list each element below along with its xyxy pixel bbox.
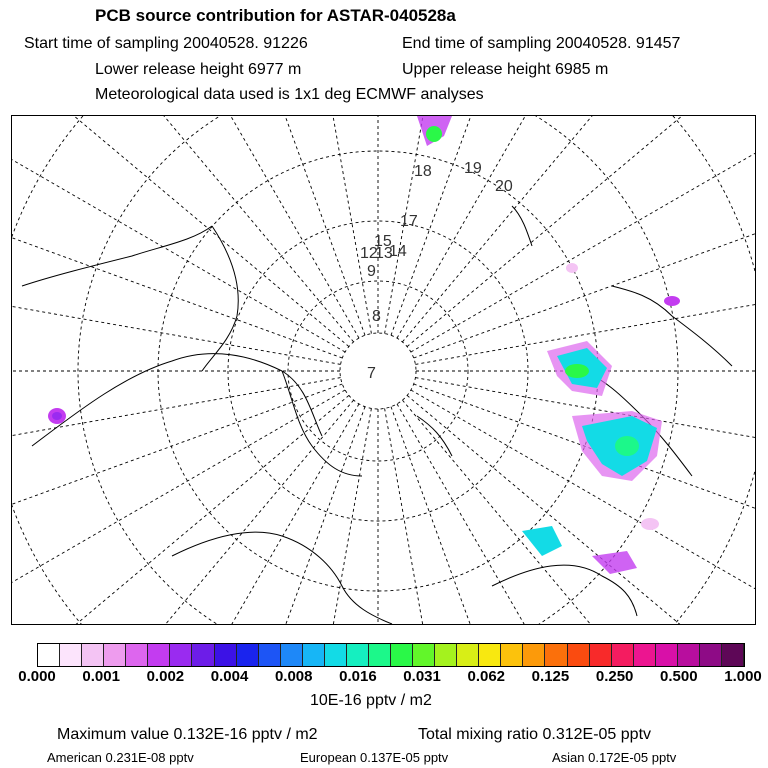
trajectory-label-19: 19 bbox=[464, 160, 482, 177]
map-panel bbox=[11, 115, 756, 625]
end-time-text: End time of sampling 20040528. 91457 bbox=[402, 35, 681, 52]
color-scale-cell bbox=[479, 644, 501, 666]
color-scale-cell bbox=[303, 644, 325, 666]
met-data-text: Meteorological data used is 1x1 deg ECMWF analyses bbox=[95, 86, 484, 103]
trajectory-label-17: 17 bbox=[400, 213, 418, 230]
color-scale-cell bbox=[104, 644, 126, 666]
color-scale-cell bbox=[82, 644, 104, 666]
color-scale-cell bbox=[215, 644, 237, 666]
color-scale-cell bbox=[126, 644, 148, 666]
polar-map bbox=[12, 116, 755, 624]
color-scale-cell bbox=[545, 644, 567, 666]
color-scale-cell bbox=[347, 644, 369, 666]
european-contribution: European 0.137E-05 pptv bbox=[300, 750, 449, 765]
color-scale-cell bbox=[259, 644, 281, 666]
scale-tick-label: 0.500 bbox=[660, 668, 698, 685]
upper-height-text: Upper release height 6985 m bbox=[402, 61, 609, 78]
units-label: 10E-16 pptv / m2 bbox=[310, 692, 432, 709]
color-scale-cell bbox=[391, 644, 413, 666]
color-scale-cell bbox=[612, 644, 634, 666]
trajectory-label-14: 14 bbox=[389, 243, 407, 260]
color-scale-cell bbox=[568, 644, 590, 666]
color-scale-cell bbox=[281, 644, 303, 666]
trajectory-label-20: 20 bbox=[495, 178, 513, 195]
graticule bbox=[12, 116, 755, 624]
scale-tick-label: 0.125 bbox=[531, 668, 570, 685]
color-scale-cell bbox=[369, 644, 391, 666]
trajectory-label-9: 9 bbox=[367, 263, 376, 280]
color-scale-cell bbox=[634, 644, 656, 666]
max-value-text: Maximum value 0.132E-16 pptv / m2 bbox=[57, 726, 318, 743]
trajectory-label-15: 15 bbox=[374, 233, 392, 250]
color-scale-cell bbox=[656, 644, 678, 666]
scale-tick-label: 0.000 bbox=[18, 668, 56, 685]
trajectory-label-13: 13 bbox=[375, 245, 393, 262]
scale-tick-label: 0.016 bbox=[339, 668, 377, 685]
color-scale-cell bbox=[170, 644, 192, 666]
scale-tick-label: 0.002 bbox=[146, 668, 185, 685]
color-scale-cell bbox=[413, 644, 435, 666]
color-scale-cell bbox=[325, 644, 347, 666]
color-scale-bar bbox=[37, 643, 745, 667]
color-scale-cell bbox=[590, 644, 612, 666]
color-scale-cell bbox=[435, 644, 457, 666]
color-scale-cell bbox=[192, 644, 214, 666]
asian-contribution: Asian 0.172E-05 pptv bbox=[552, 750, 677, 765]
color-scale-cell bbox=[38, 644, 60, 666]
scale-tick-label: 0.250 bbox=[595, 668, 634, 685]
scale-tick-label: 0.004 bbox=[210, 668, 249, 685]
color-scale-cell bbox=[700, 644, 722, 666]
color-scale-cell bbox=[457, 644, 479, 666]
total-mixing-text: Total mixing ratio 0.312E-05 pptv bbox=[418, 726, 652, 743]
american-contribution: American 0.231E-08 pptv bbox=[47, 750, 194, 765]
trajectory-label-18: 18 bbox=[414, 163, 432, 180]
trajectory-labels bbox=[360, 160, 513, 382]
trajectory-label-7: 7 bbox=[367, 365, 376, 382]
chart-title: PCB source contribution for ASTAR-040528a bbox=[95, 6, 456, 25]
scale-tick-label: 0.062 bbox=[467, 668, 506, 685]
scale-tick-label: 0.001 bbox=[82, 668, 120, 685]
scale-tick-label: 1.000 bbox=[724, 668, 762, 685]
color-scale-cell bbox=[60, 644, 82, 666]
color-scale-cell bbox=[523, 644, 545, 666]
color-scale-cell bbox=[722, 644, 744, 666]
color-scale-cell bbox=[148, 644, 170, 666]
lower-height-text: Lower release height 6977 m bbox=[95, 61, 302, 78]
color-scale-cell bbox=[501, 644, 523, 666]
start-time-text: Start time of sampling 20040528. 91226 bbox=[24, 35, 308, 52]
trajectory-label-8: 8 bbox=[372, 308, 381, 325]
color-scale-cell bbox=[237, 644, 259, 666]
color-scale-cell bbox=[678, 644, 700, 666]
trajectory-label-12: 12 bbox=[360, 245, 378, 262]
scale-tick-label: 0.008 bbox=[274, 668, 313, 685]
scale-tick-label: 0.031 bbox=[403, 668, 441, 685]
